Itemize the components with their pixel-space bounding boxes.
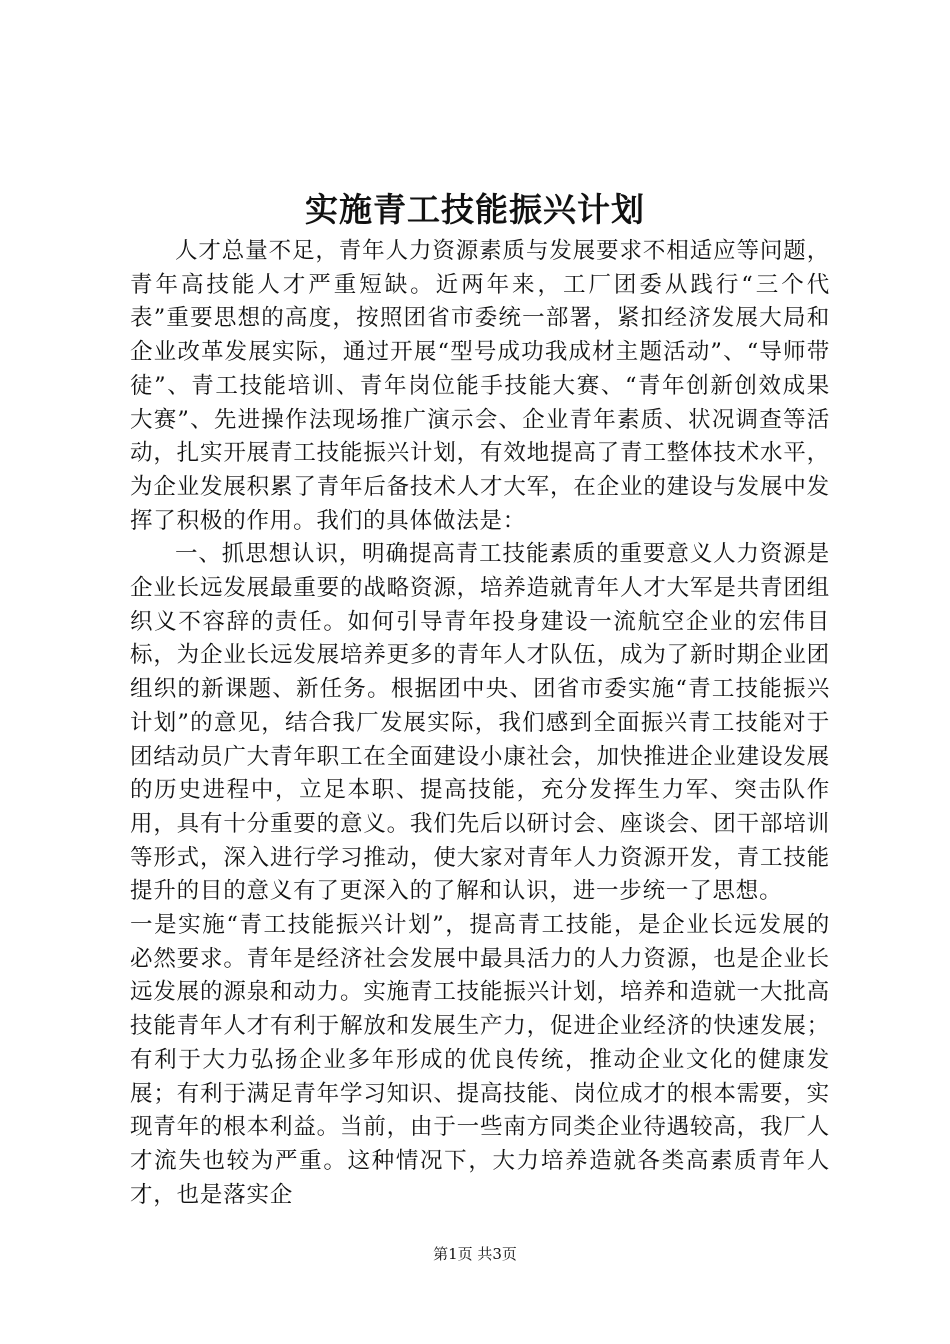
body-paragraph-point-one: 一是实施“青工技能振兴计划”，提高青工技能，是企业长远发展的必然要求。青年是经济社会发展中最具活力的人力资源，也是企业长远发展的源泉和动力。实施青工技能振兴计划，培养和造就一大批高技能青年人才有利于解放和发展生产力，促进企业经济的快速发展；有利于大力弘扬企业多年形成的优良传统，推动企业文化的健康发展；有利于满足青年学习知识、提高技能、岗位成才的根本需要，实现青年的根本利益。当前，由于一些南方同类企业待遇较高，我厂人才流失也较为严重。这种情况下，大力培养造就各类高素质青年人才，也是落实企 bbox=[130, 912, 830, 1208]
body-paragraph-intro: 人才总量不足，青年人力资源素质与发展要求不相适应等问题，青年高技能人才严重短缺。近两年来，工厂团委从践行“三个代表”重要思想的高度，按照团省市委统一部署，紧扣经济发展大局和企业改革发展实际，通过开展“型号成功我成材主题活动”、“导师带徒”、青工技能培训、青年岗位能手技能大赛、“青年创新创效成果大赛”、先进操作法现场推广演示会、企业青年素质、状况调查等活动，扎实开展青工技能振兴计划，有效地提高了青工整体技术水平，为企业发展积累了青年后备技术人才大军，在企业的建设与发展中发挥了积极的作用。我们的具体做法是： bbox=[130, 238, 830, 534]
body-paragraph-section-one: 一、抓思想认识，明确提高青工技能素质的重要意义人力资源是企业长远发展最重要的战略资源，培养造就青年人才大军是共青团组织义不容辞的责任。如何引导青年投身建设一流航空企业的宏伟目标，为企业长远发展培养更多的青年人才队伍，成为了新时期企业团组织的新课题、新任务。根据团中央、团省市委实施“青工技能振兴计划”的意见，结合我厂发展实际，我们感到全面振兴青工技能对于团结动员广大青年职工在全面建设小康社会，加快推进企业建设发展的历史进程中，立足本职、提高技能，充分发挥生力军、突击队作用，具有十分重要的意义。我们先后以研讨会、座谈会、团干部培训等形式，深入进行学习推动，使大家对青年人力资源开发，青工技能提升的目的意义有了更深入的了解和认识，进一步统一了思想。 bbox=[130, 541, 830, 905]
document-title: 实施青工技能振兴计划 bbox=[305, 190, 645, 229]
page-number-footer: 第1页 共3页 bbox=[433, 1245, 517, 1263]
document-body bbox=[130, 235, 830, 1212]
